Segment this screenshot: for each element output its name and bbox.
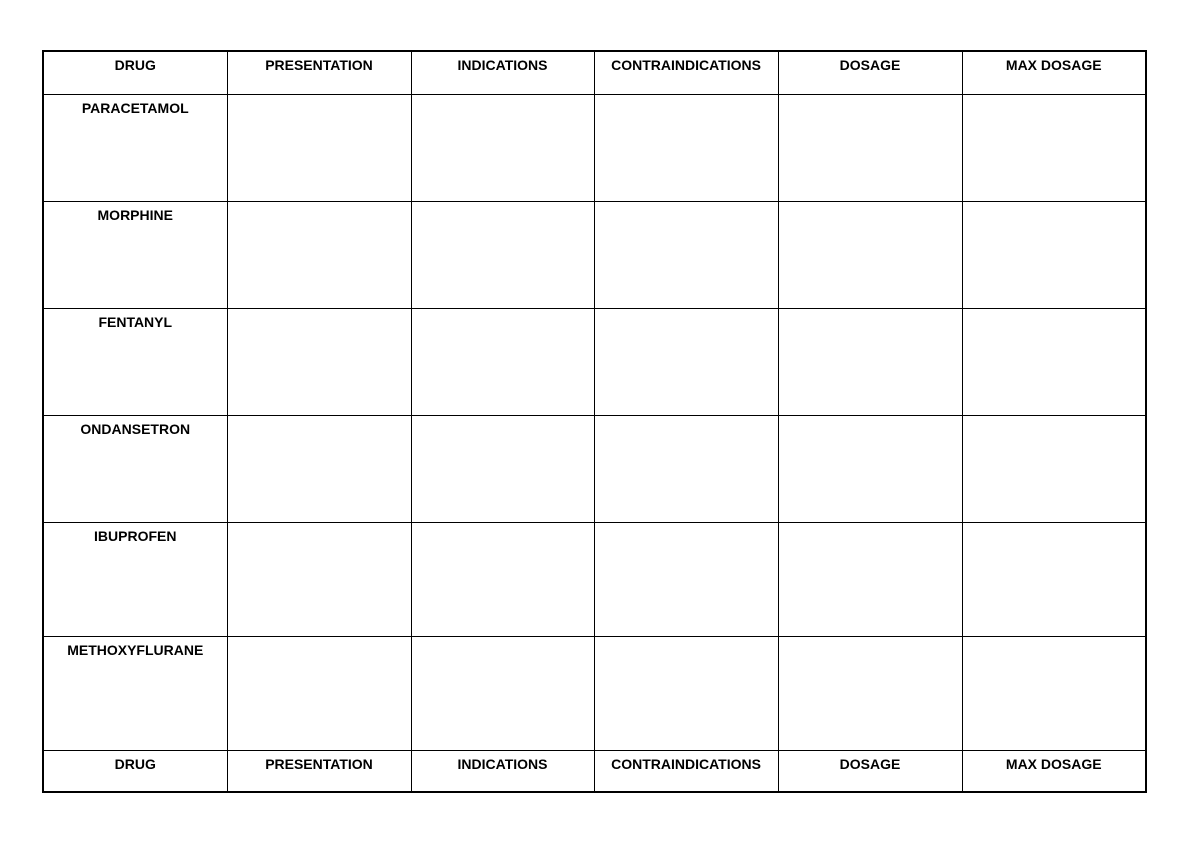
contraindications-cell[interactable] <box>594 415 778 522</box>
table-row <box>43 636 1146 750</box>
footer-row <box>43 750 1146 792</box>
header-dosage: DOSAGE <box>778 51 962 94</box>
indications-cell[interactable] <box>411 636 594 750</box>
contraindications-cell[interactable] <box>594 201 778 308</box>
dosage-cell[interactable] <box>778 94 962 201</box>
max-dosage-cell[interactable] <box>962 94 1146 201</box>
contraindications-cell[interactable] <box>594 308 778 415</box>
footer-drug: DRUG <box>43 750 227 792</box>
footer-dosage: DOSAGE <box>778 750 962 792</box>
indications-cell[interactable] <box>411 201 594 308</box>
indications-cell[interactable] <box>411 415 594 522</box>
presentation-cell[interactable] <box>227 308 411 415</box>
drug-reference-table <box>42 50 1147 793</box>
footer-presentation: PRESENTATION <box>227 750 411 792</box>
table-row <box>43 201 1146 308</box>
table-row <box>43 522 1146 636</box>
contraindications-cell[interactable] <box>594 94 778 201</box>
max-dosage-cell[interactable] <box>962 522 1146 636</box>
presentation-cell[interactable] <box>227 522 411 636</box>
header-contraindications: CONTRAINDICATIONS <box>594 51 778 94</box>
dosage-cell[interactable] <box>778 415 962 522</box>
max-dosage-cell[interactable] <box>962 636 1146 750</box>
footer-max-dosage: MAX DOSAGE <box>962 750 1146 792</box>
presentation-cell[interactable] <box>227 415 411 522</box>
table-row <box>43 308 1146 415</box>
drug-name-cell: FENTANYL <box>43 308 227 415</box>
indications-cell[interactable] <box>411 308 594 415</box>
indications-cell[interactable] <box>411 522 594 636</box>
drug-name-cell: ONDANSETRON <box>43 415 227 522</box>
dosage-cell[interactable] <box>778 201 962 308</box>
table-row <box>43 94 1146 201</box>
contraindications-cell[interactable] <box>594 636 778 750</box>
header-row <box>43 51 1146 94</box>
presentation-cell[interactable] <box>227 94 411 201</box>
dosage-cell[interactable] <box>778 308 962 415</box>
footer-indications: INDICATIONS <box>411 750 594 792</box>
drug-name-cell: PARACETAMOL <box>43 94 227 201</box>
table-row <box>43 415 1146 522</box>
drug-name-cell: IBUPROFEN <box>43 522 227 636</box>
drug-name-cell: MORPHINE <box>43 201 227 308</box>
header-max-dosage: MAX DOSAGE <box>962 51 1146 94</box>
header-drug: DRUG <box>43 51 227 94</box>
presentation-cell[interactable] <box>227 636 411 750</box>
max-dosage-cell[interactable] <box>962 415 1146 522</box>
max-dosage-cell[interactable] <box>962 201 1146 308</box>
contraindications-cell[interactable] <box>594 522 778 636</box>
header-presentation: PRESENTATION <box>227 51 411 94</box>
drug-name-cell: METHOXYFLURANE <box>43 636 227 750</box>
indications-cell[interactable] <box>411 94 594 201</box>
max-dosage-cell[interactable] <box>962 308 1146 415</box>
header-indications: INDICATIONS <box>411 51 594 94</box>
presentation-cell[interactable] <box>227 201 411 308</box>
dosage-cell[interactable] <box>778 636 962 750</box>
dosage-cell[interactable] <box>778 522 962 636</box>
footer-contraindications: CONTRAINDICATIONS <box>594 750 778 792</box>
